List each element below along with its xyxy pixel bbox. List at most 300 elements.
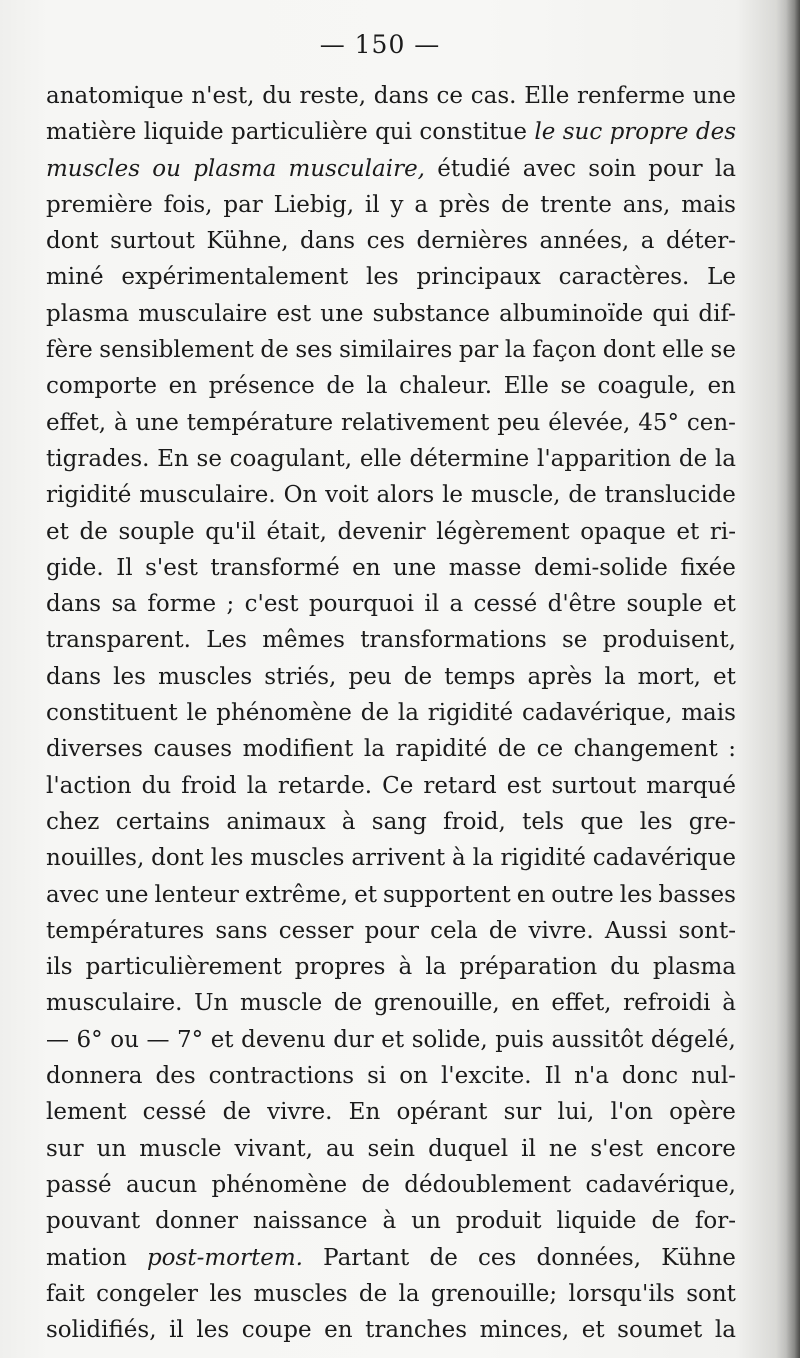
word: minces,: [479, 1317, 570, 1344]
word: présence: [208, 373, 315, 400]
word: à: [382, 1208, 397, 1235]
word: cas.: [470, 83, 517, 109]
word: étudié: [437, 155, 511, 182]
word: froid: [181, 772, 237, 799]
word: vivant,: [234, 1135, 313, 1162]
text-line: [46, 1276, 736, 1312]
word: et: [581, 1317, 605, 1344]
word: en: [516, 881, 546, 908]
text-line: [46, 913, 736, 949]
text-line: [46, 332, 736, 368]
word: liquide: [143, 119, 224, 146]
word: il: [364, 191, 380, 218]
word: supportent: [382, 881, 511, 908]
word: façon: [532, 337, 597, 364]
word: produit: [455, 1208, 542, 1235]
word: principaux: [416, 264, 541, 291]
word: post-mortem.: [146, 1244, 303, 1271]
word: les: [196, 1317, 230, 1344]
word: alors: [376, 482, 435, 509]
word: la: [363, 736, 385, 763]
word: duquel: [428, 1135, 509, 1162]
word: pouvant: [46, 1208, 141, 1235]
word: particulière: [231, 119, 368, 146]
word: par: [223, 191, 263, 218]
word: anatomique: [46, 83, 184, 109]
word: mort,: [637, 663, 701, 690]
word: muscles: [46, 155, 141, 182]
word: musculaire: [138, 300, 268, 327]
word: en: [352, 554, 381, 581]
text-line: [46, 1240, 736, 1276]
word: lui,: [557, 1099, 595, 1126]
word: dégelé,: [650, 1026, 736, 1053]
word: solidifiés,: [46, 1317, 157, 1344]
word: 6°: [76, 1026, 103, 1053]
word: gide.: [46, 554, 104, 581]
word: devenir: [337, 518, 426, 545]
word: se: [561, 627, 588, 654]
word: Kühne: [661, 1244, 736, 1271]
text-line: [46, 768, 736, 804]
word: est: [506, 772, 542, 799]
text-line: [46, 877, 736, 913]
word: de: [79, 518, 108, 545]
word: basses: [658, 881, 736, 908]
word: muscles: [250, 845, 345, 872]
word: Il: [116, 554, 133, 581]
word: elle: [359, 445, 402, 472]
text-line: [46, 1312, 736, 1348]
word: la: [714, 1317, 736, 1344]
word: muscles: [253, 1280, 348, 1307]
word: de: [501, 191, 530, 218]
word: préparation: [459, 954, 598, 981]
word: est: [276, 300, 312, 327]
word: nul-: [691, 1063, 736, 1090]
word: reste,: [299, 83, 367, 109]
word: la: [472, 845, 494, 872]
text-line: [46, 114, 736, 150]
word: une: [105, 881, 149, 908]
word: donnera: [46, 1063, 143, 1090]
word: ans,: [622, 191, 671, 218]
word: se: [710, 337, 736, 364]
word: diverses: [46, 736, 143, 763]
word: fère: [46, 337, 93, 364]
word: similaires: [339, 337, 453, 364]
word: Kühne,: [206, 228, 289, 255]
word: cessé: [142, 1099, 207, 1126]
word: certains: [115, 808, 211, 835]
text-line: [46, 586, 736, 622]
word: la: [425, 954, 447, 981]
word: lement: [46, 1099, 127, 1126]
word: aucun: [126, 1171, 198, 1198]
text-line: [46, 949, 736, 985]
word: transformé: [210, 554, 340, 581]
word: déter-: [666, 228, 736, 255]
text-line: [46, 405, 736, 441]
word: suc: [562, 119, 603, 146]
word: du: [262, 83, 292, 109]
word: vivre.: [528, 917, 594, 944]
word: coagule,: [597, 373, 696, 400]
text-line: [46, 1058, 736, 1094]
word: il: [424, 591, 440, 618]
word: voit: [325, 482, 369, 509]
word: a: [449, 591, 464, 618]
word: fait: [46, 1280, 85, 1307]
word: le: [534, 119, 556, 146]
word: opérant: [396, 1099, 488, 1126]
word: si: [367, 1063, 387, 1090]
word: constituent: [46, 700, 178, 727]
word: détermine: [409, 445, 530, 472]
word: donner: [155, 1208, 238, 1235]
text-line: [46, 659, 736, 695]
word: vivre.: [267, 1099, 333, 1126]
word: du: [141, 772, 172, 799]
word: en: [511, 990, 540, 1017]
word: sang: [371, 808, 427, 835]
word: qui: [652, 300, 690, 327]
word: il: [521, 1135, 536, 1162]
word: dédoublement: [404, 1171, 572, 1198]
word: ces: [478, 1244, 517, 1271]
word: plasma: [193, 155, 277, 182]
word: l'excite.: [440, 1063, 532, 1090]
word: de: [326, 373, 355, 400]
word: refroidi: [623, 990, 711, 1017]
word: sont: [686, 1280, 736, 1307]
word: en: [707, 373, 736, 400]
word: Les: [206, 627, 247, 654]
body-text: [46, 78, 736, 1348]
word: animaux: [226, 808, 326, 835]
word: musculaire.: [139, 482, 276, 509]
word: trente: [540, 191, 612, 218]
word: et: [46, 518, 69, 545]
word: de: [360, 700, 390, 727]
word: tigrades.: [46, 445, 150, 472]
text-line: [46, 1203, 736, 1239]
word: Il: [544, 1063, 562, 1090]
word: d'être: [547, 591, 617, 618]
text-line: [46, 622, 736, 658]
word: en: [168, 373, 198, 400]
word: sa: [111, 591, 137, 618]
word: Elle: [503, 373, 549, 400]
text-line: [46, 695, 736, 731]
word: qui: [375, 119, 412, 146]
word: modifient: [242, 736, 354, 763]
word: plasma: [46, 300, 130, 327]
word: dur: [333, 1026, 374, 1053]
word: températures: [46, 917, 205, 944]
word: au: [325, 1135, 355, 1162]
word: de: [361, 1171, 390, 1198]
text-line: [46, 731, 736, 767]
word: près: [439, 191, 491, 218]
word: une: [692, 83, 736, 109]
word: muscle: [239, 990, 323, 1017]
text-line: [46, 477, 736, 513]
word: était,: [266, 518, 327, 545]
word: temps: [444, 663, 516, 690]
word: naissance: [252, 1208, 368, 1235]
word: rapidité: [395, 736, 488, 763]
word: ce: [536, 736, 564, 763]
word: de: [497, 736, 527, 763]
word: pour: [364, 917, 419, 944]
word: la: [504, 337, 526, 364]
word: translucide: [604, 482, 736, 509]
word: grenouille;: [430, 1280, 558, 1307]
word: les: [209, 1280, 243, 1307]
word: masse: [448, 554, 522, 581]
text-line: [46, 78, 736, 114]
text-line: [46, 259, 736, 295]
word: de: [568, 482, 597, 509]
word: extrême,: [244, 881, 349, 908]
word: la: [246, 772, 268, 799]
word: donc: [621, 1063, 679, 1090]
word: s'est: [590, 1135, 644, 1162]
word: de: [429, 1244, 458, 1271]
word: caractères.: [558, 264, 690, 291]
word: muscles: [158, 663, 253, 690]
word: rigidité: [427, 700, 514, 727]
word: cen-: [686, 409, 736, 436]
word: dans: [46, 663, 102, 690]
word: forme: [147, 591, 217, 618]
word: ce: [436, 83, 464, 109]
word: elle: [662, 337, 704, 364]
text-line: [46, 223, 736, 259]
text-line: [46, 187, 736, 223]
word: ne: [548, 1135, 578, 1162]
word: expérimentalement: [121, 264, 349, 291]
word: puis: [495, 1026, 544, 1053]
word: avec: [46, 881, 100, 908]
word: et: [713, 591, 736, 618]
word: de: [358, 1280, 388, 1307]
word: coagulant,: [229, 445, 353, 472]
word: Un: [194, 990, 229, 1017]
word: de: [488, 917, 518, 944]
word: la: [398, 1280, 420, 1307]
word: ;: [226, 591, 235, 618]
word: mais: [681, 700, 736, 727]
word: retard: [423, 772, 497, 799]
word: Ce: [382, 772, 414, 799]
text-line: [46, 151, 736, 187]
word: de: [651, 1208, 680, 1235]
word: de: [222, 1099, 251, 1126]
word: Partant: [323, 1244, 410, 1271]
word: de: [678, 445, 708, 472]
word: outre: [551, 881, 614, 908]
word: En: [157, 445, 189, 472]
word: passé: [46, 1171, 112, 1198]
word: transparent.: [46, 627, 191, 654]
word: propres: [294, 954, 386, 981]
word: mêmes: [262, 627, 345, 654]
word: surtout: [551, 772, 637, 799]
word: opaque: [580, 518, 666, 545]
word: effet,: [46, 409, 107, 436]
text-line: [46, 1094, 736, 1130]
word: for-: [694, 1208, 736, 1235]
word: contractions: [208, 1063, 355, 1090]
word: se: [560, 373, 586, 400]
word: sein: [367, 1135, 416, 1162]
word: cadavérique,: [521, 700, 673, 727]
word: constitue: [419, 119, 527, 146]
word: relativement: [340, 409, 490, 436]
word: des: [695, 119, 736, 146]
word: les: [210, 845, 244, 872]
word: ri-: [709, 518, 736, 545]
word: En: [348, 1099, 381, 1126]
word: une: [135, 409, 179, 436]
word: les: [113, 663, 146, 690]
word: la: [397, 700, 419, 727]
word: a: [414, 191, 429, 218]
word: et: [210, 1026, 234, 1053]
word: on: [399, 1063, 428, 1090]
word: c'est: [244, 591, 299, 618]
word: l'apparition: [536, 445, 672, 472]
word: de: [333, 990, 363, 1017]
word: rigidité: [46, 482, 132, 509]
page-number: — 150 —: [319, 30, 441, 59]
word: dans: [373, 83, 429, 109]
word: après: [527, 663, 593, 690]
word: opère: [669, 1099, 736, 1126]
word: en: [324, 1317, 353, 1344]
word: comporte: [46, 373, 157, 400]
word: à: [398, 954, 413, 981]
text-line: [46, 804, 736, 840]
word: arrivent: [351, 845, 446, 872]
word: à: [114, 409, 128, 436]
word: avec: [522, 155, 576, 182]
word: ses: [295, 337, 333, 364]
word: grenouille,: [373, 990, 500, 1017]
word: 45°: [638, 409, 679, 436]
text-line: [46, 985, 736, 1021]
word: n'a: [574, 1063, 609, 1090]
word: renferme: [577, 83, 685, 109]
word: la: [714, 445, 736, 472]
word: mais: [681, 191, 736, 218]
word: pour: [648, 155, 703, 182]
word: ces: [366, 228, 405, 255]
word: a: [640, 228, 655, 255]
word: nouilles,: [46, 845, 145, 872]
word: l'on: [610, 1099, 653, 1126]
word: du: [610, 954, 640, 981]
word: dans: [300, 228, 356, 255]
word: ou: [110, 1026, 139, 1053]
word: dif-: [698, 300, 736, 327]
word: tranches: [365, 1317, 468, 1344]
word: causes: [153, 736, 233, 763]
word: un: [411, 1208, 441, 1235]
word: pourquoi: [308, 591, 414, 618]
word: aussitôt: [551, 1026, 644, 1053]
word: liquide: [556, 1208, 637, 1235]
word: dernières: [416, 228, 528, 255]
word: se: [196, 445, 222, 472]
text-line: [46, 368, 736, 404]
word: qu'il: [205, 518, 256, 545]
word: ou: [152, 155, 181, 182]
word: le: [186, 700, 208, 727]
word: sur: [503, 1099, 542, 1126]
word: peu: [497, 409, 541, 436]
word: fois,: [163, 191, 213, 218]
word: une: [393, 554, 437, 581]
word: 7°: [177, 1026, 204, 1053]
word: encore: [656, 1135, 736, 1162]
word: les: [365, 264, 399, 291]
word: retarde.: [277, 772, 373, 799]
word: à: [341, 808, 356, 835]
word: les: [639, 808, 673, 835]
word: une: [320, 300, 364, 327]
word: l'action: [46, 772, 132, 799]
word: s'est: [145, 554, 198, 581]
word: n'est,: [191, 83, 255, 109]
word: :: [728, 736, 736, 763]
word: que: [580, 808, 624, 835]
word: et: [713, 663, 736, 690]
word: et: [381, 1026, 405, 1053]
word: le: [442, 482, 464, 509]
word: solide,: [411, 1026, 488, 1053]
word: lenteur: [154, 881, 239, 908]
word: miné: [46, 264, 104, 291]
text-line: [46, 1022, 736, 1058]
word: chez: [46, 808, 100, 835]
word: marqué: [646, 772, 736, 799]
word: rigidité: [500, 845, 586, 872]
word: de: [403, 663, 433, 690]
word: légèrement: [436, 518, 570, 545]
word: dont: [602, 337, 656, 364]
word: sont-: [678, 917, 736, 944]
word: température: [186, 409, 334, 436]
word: les: [619, 881, 653, 908]
word: tels: [522, 808, 565, 835]
text-line: [46, 296, 736, 332]
text-line: [46, 840, 736, 876]
word: la: [366, 373, 388, 400]
word: dans: [46, 591, 102, 618]
word: données,: [536, 1244, 642, 1271]
word: ils: [46, 954, 73, 981]
word: devenu: [241, 1026, 326, 1053]
word: souple: [626, 591, 703, 618]
text-line: [46, 441, 736, 477]
word: peu: [348, 663, 392, 690]
text-line: [46, 550, 736, 586]
word: dont: [151, 845, 204, 872]
word: et: [676, 518, 700, 545]
